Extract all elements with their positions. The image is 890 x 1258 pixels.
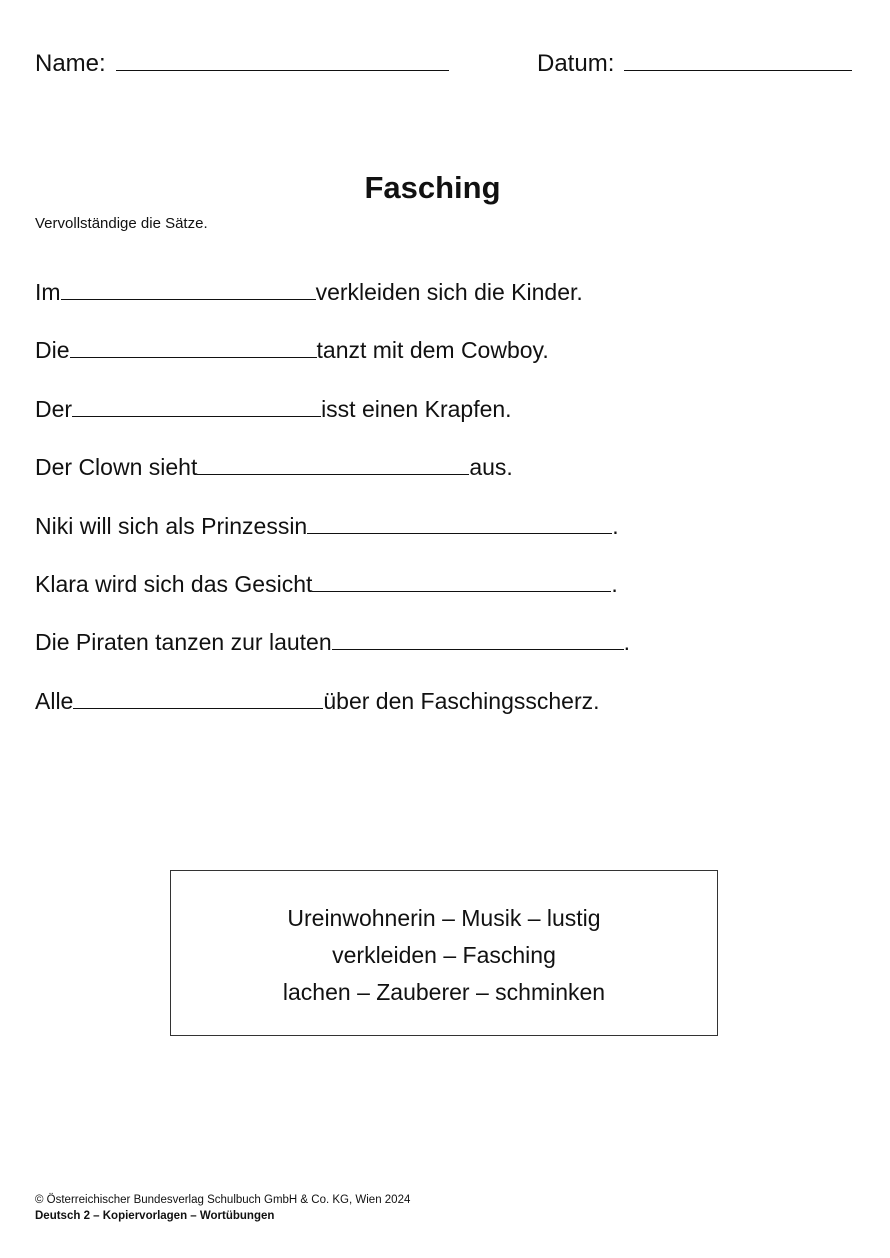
page-title: Fasching [364, 170, 501, 205]
sentence-after: . [612, 513, 619, 539]
sentence-before: Die [35, 337, 70, 363]
fill-blank[interactable] [73, 690, 323, 709]
date-field [537, 48, 852, 80]
sentence-6 [35, 569, 618, 599]
fill-blank[interactable] [61, 281, 316, 300]
sentence-after: über den Faschingsscherz. [323, 688, 600, 714]
sentence-before: Alle [35, 688, 74, 714]
sentence-2 [35, 335, 549, 365]
fill-blank[interactable] [72, 398, 321, 417]
word-box-line: Ureinwohnerin – Musik – lustig [287, 905, 601, 931]
sentence-after: verkleiden sich die Kinder. [315, 279, 583, 305]
name-label: Name: [35, 50, 106, 77]
sentence-after: tanzt mit dem Cowboy. [316, 337, 549, 363]
sentence-after: . [611, 571, 618, 597]
word-box-line: verkleiden – Fasching [332, 942, 556, 968]
sentence-5 [35, 511, 619, 541]
sentence-1 [35, 277, 583, 307]
date-label: Datum: [537, 50, 615, 77]
fill-blank[interactable] [307, 515, 612, 534]
sentence-before: Der [35, 396, 73, 422]
fill-blank[interactable] [312, 573, 611, 592]
date-blank[interactable] [624, 50, 852, 71]
sentence-before: Die Piraten tanzen zur lauten [35, 629, 332, 655]
sentence-7 [35, 627, 630, 657]
sentence-before: Der Clown sieht [35, 454, 198, 480]
fill-blank[interactable] [332, 631, 624, 650]
sentence-after: aus. [469, 454, 513, 480]
word-box [170, 870, 718, 1036]
footer-book-title: Deutsch 2 – Kopiervorlagen – Wortübungen [35, 1210, 275, 1222]
fill-blank[interactable] [197, 456, 469, 475]
sentence-after: . [623, 629, 631, 655]
sentence-4 [35, 452, 513, 482]
sentence-before: Im [35, 279, 61, 305]
word-box-line: lachen – Zauberer – schminken [282, 979, 606, 1005]
name-field [35, 48, 449, 80]
name-blank[interactable] [116, 50, 449, 71]
fill-blank[interactable] [70, 339, 317, 358]
footer-copyright: © Österreichischer Bundesverlag Schulbuch GmbH & Co. KG, Wien 2024 [35, 1194, 411, 1206]
sentence-8 [35, 686, 600, 716]
sentence-after: isst einen Krapfen. [321, 396, 512, 422]
sentence-3 [35, 394, 512, 424]
sentence-before: Klara wird sich das Gesicht [35, 571, 313, 597]
instruction-text: Vervollständige die Sätze. [35, 215, 208, 232]
sentence-before: Niki will sich als Prinzessin [35, 513, 308, 539]
